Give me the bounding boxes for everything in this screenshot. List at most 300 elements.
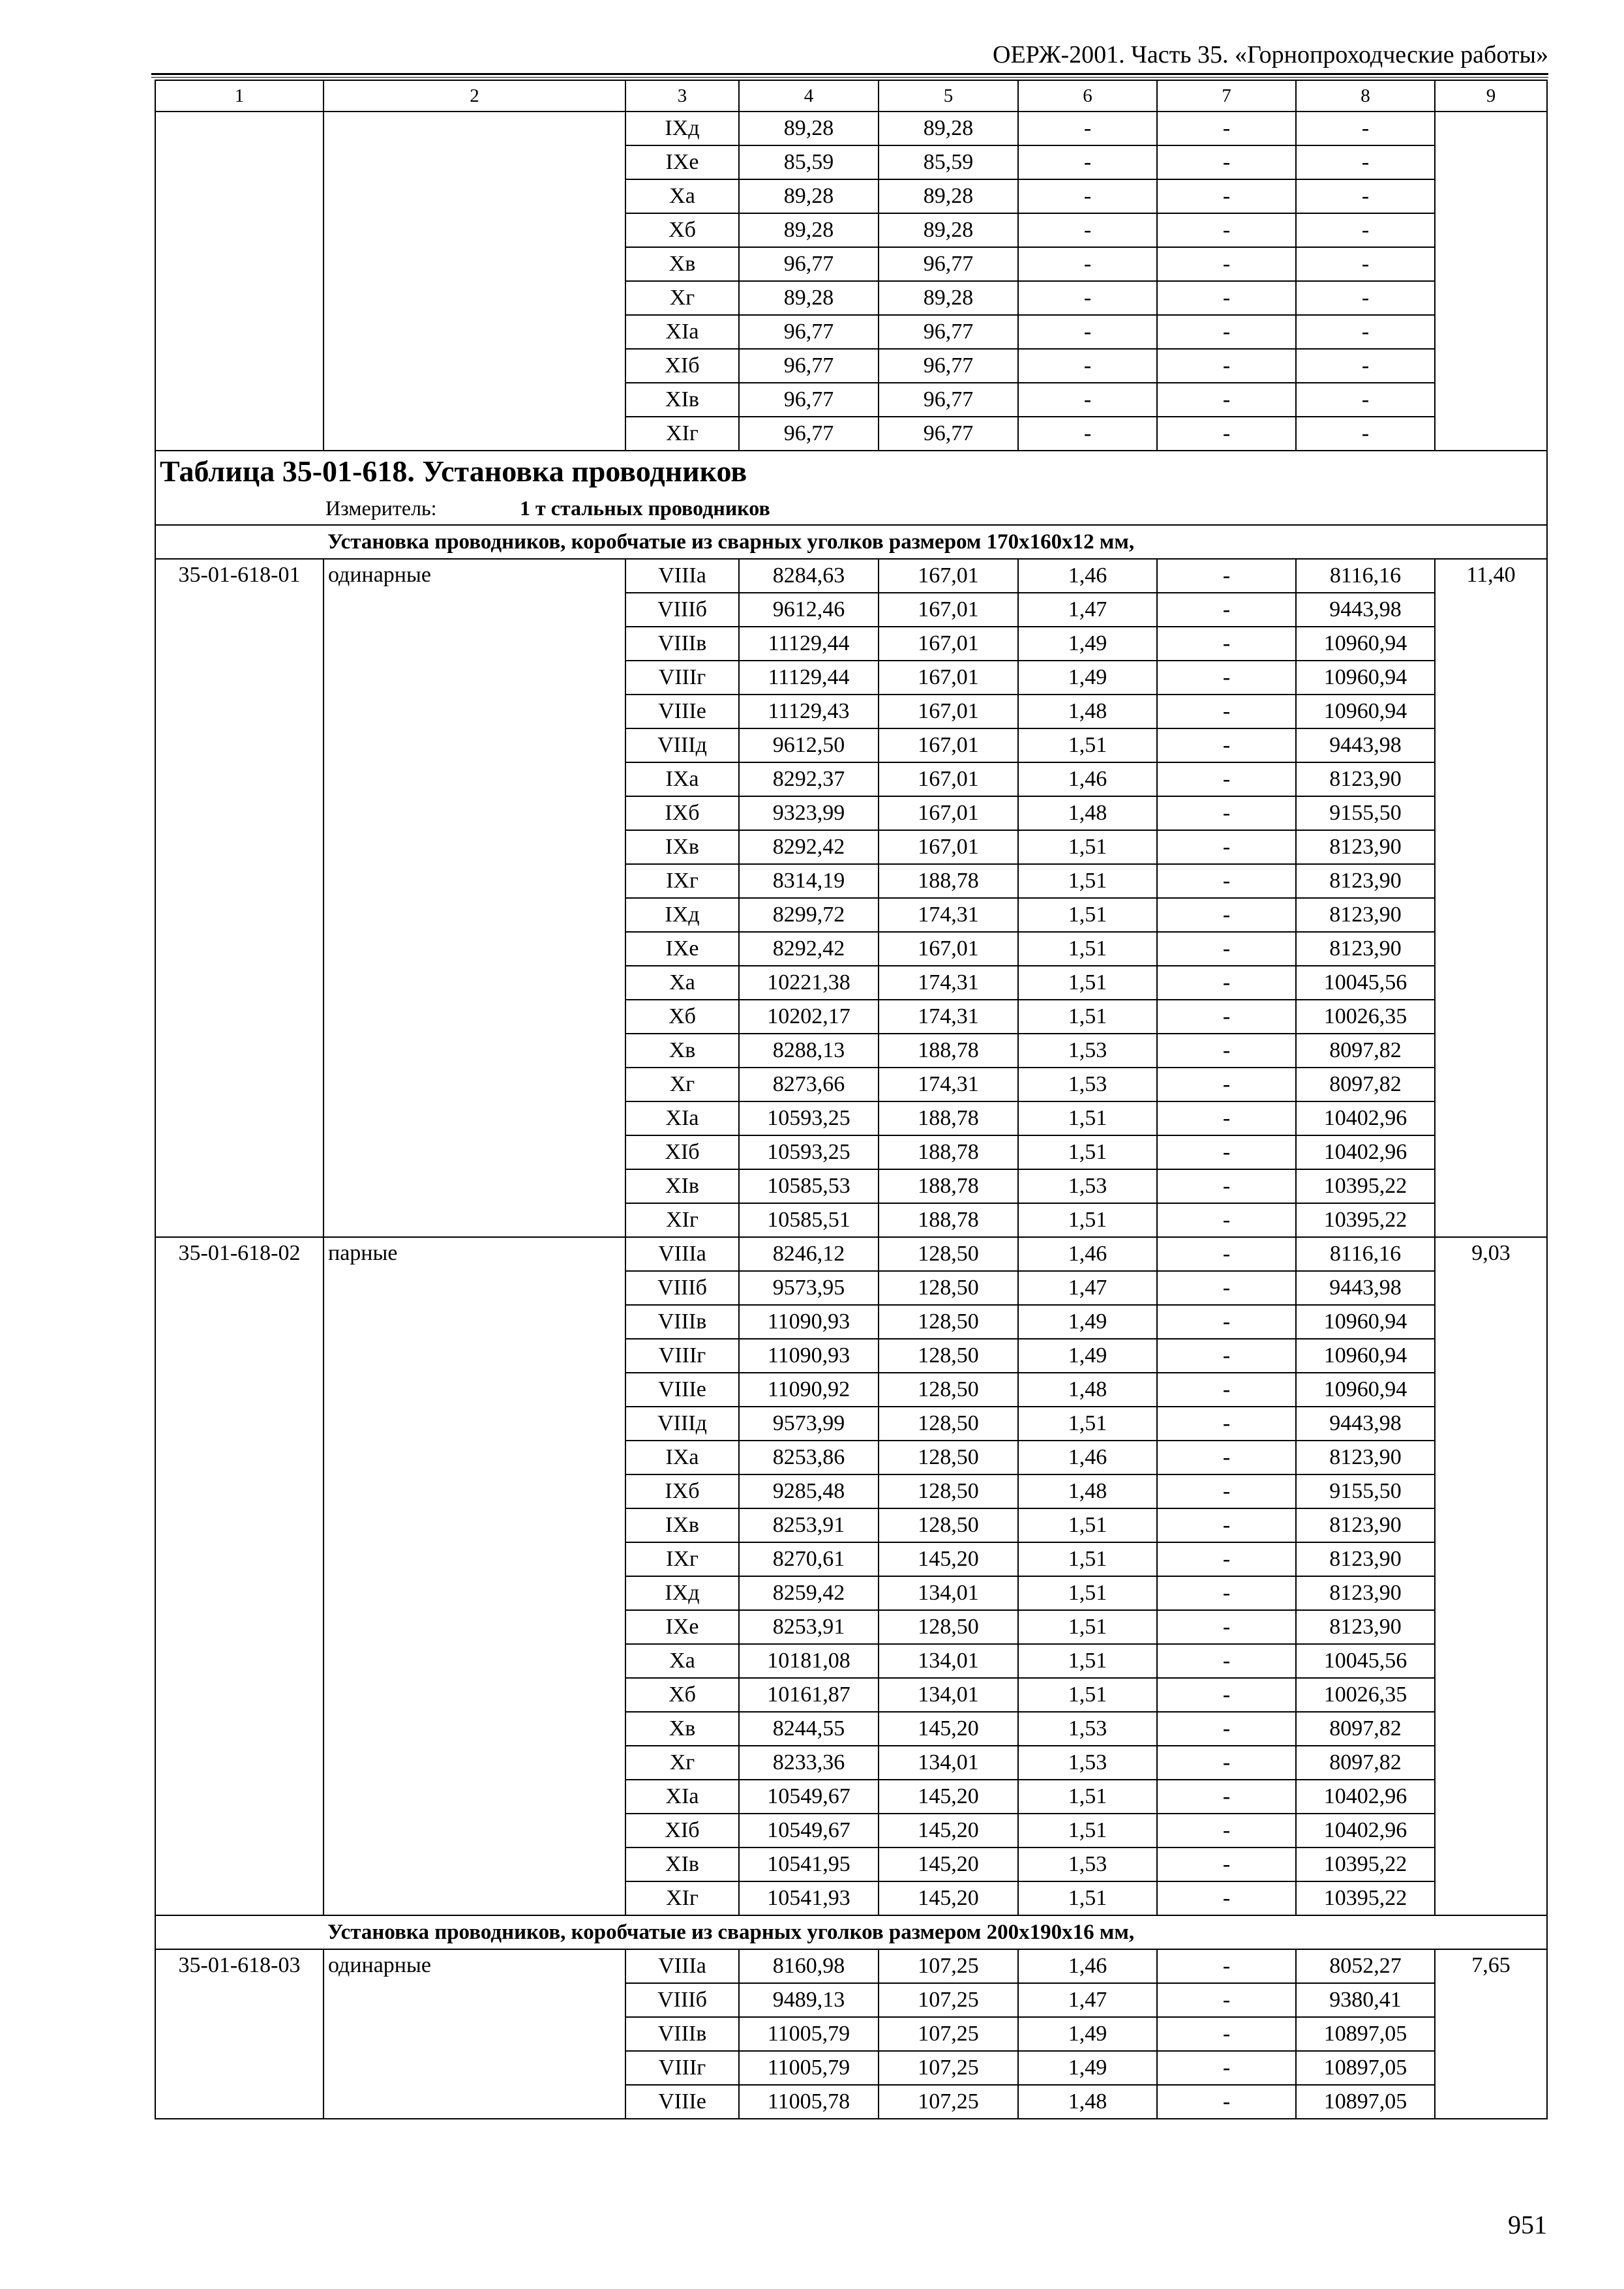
table-cell: VIIIа: [625, 559, 739, 593]
meter-cell: [155, 492, 1547, 525]
table-cell: -: [1157, 661, 1296, 695]
table-cell: 96,77: [879, 417, 1018, 451]
table-cell: -: [1157, 1034, 1296, 1068]
table-cell: 188,78: [879, 864, 1018, 898]
table-cell: 1,47: [1018, 593, 1157, 627]
table-cell: XIб: [625, 1135, 739, 1169]
table-cell: 1,51: [1018, 932, 1157, 966]
table-cell: VIIIа: [625, 1949, 739, 1983]
table-cell: 1,53: [1018, 1848, 1157, 1881]
table-cell: 10960,94: [1296, 1305, 1435, 1339]
table-cell: 11005,79: [739, 2051, 879, 2085]
table-cell: 1,51: [1018, 1101, 1157, 1135]
table-cell: 8123,90: [1296, 762, 1435, 796]
table-cell: -: [1296, 179, 1435, 213]
table-cell: -: [1157, 1068, 1296, 1101]
table-cell: 1,46: [1018, 559, 1157, 593]
meter-value: 1 т стальных проводников: [520, 496, 770, 520]
table-cell: 85,59: [879, 145, 1018, 179]
table-cell: 8259,42: [739, 1576, 879, 1610]
table-cell: 89,28: [879, 112, 1018, 145]
table-cell: 128,50: [879, 1610, 1018, 1644]
table-cell: 174,31: [879, 966, 1018, 1000]
item-name: парные: [323, 1237, 625, 1915]
table-cell: 1,53: [1018, 1746, 1157, 1780]
table-cell: -: [1018, 417, 1157, 451]
column-number: 8: [1296, 80, 1435, 112]
section-heading: Установка проводников, коробчатые из сварных уголков размером 170х160х12 мм,: [155, 525, 1547, 559]
table-cell: Xб: [625, 1000, 739, 1034]
table-cell: 96,77: [879, 383, 1018, 417]
table-cell: -: [1157, 796, 1296, 830]
table-cell: 8116,16: [1296, 1237, 1435, 1271]
table-cell: 9489,13: [739, 1983, 879, 2017]
table-cell: 134,01: [879, 1576, 1018, 1610]
table-cell: 1,51: [1018, 1576, 1157, 1610]
table-cell: Xг: [625, 1068, 739, 1101]
table-cell: 11005,79: [739, 2017, 879, 2051]
table-cell: 96,77: [739, 247, 879, 281]
table-cell: 10045,56: [1296, 966, 1435, 1000]
table-cell: 1,49: [1018, 1305, 1157, 1339]
table-cell: XIг: [625, 1203, 739, 1237]
table-cell: XIг: [625, 417, 739, 451]
table-cell: 8123,90: [1296, 1610, 1435, 1644]
table-cell: IXд: [625, 898, 739, 932]
table-cell: 10395,22: [1296, 1203, 1435, 1237]
table-cell: -: [1018, 112, 1157, 145]
table-cell: VIIIв: [625, 2017, 739, 2051]
table-cell: IXг: [625, 1542, 739, 1576]
table-cell: 1,49: [1018, 661, 1157, 695]
table-cell: 1,51: [1018, 966, 1157, 1000]
item-col9: 9,03: [1435, 1237, 1547, 1915]
table-cell: 128,50: [879, 1508, 1018, 1542]
table-cell: IXб: [625, 796, 739, 830]
column-number-row: [155, 80, 1547, 112]
continuation-row: [155, 112, 1547, 145]
table-cell: IXа: [625, 1441, 739, 1474]
table-cell: 145,20: [879, 1780, 1018, 1814]
table-cell: 1,53: [1018, 1034, 1157, 1068]
table-cell: 167,01: [879, 593, 1018, 627]
table-cell: -: [1018, 349, 1157, 383]
table-cell: 1,48: [1018, 1373, 1157, 1407]
table-cell: -: [1157, 281, 1296, 315]
column-number: 2: [323, 80, 625, 112]
item-code: 35-01-618-02: [155, 1237, 323, 1915]
table-cell: 10395,22: [1296, 1881, 1435, 1915]
table-cell: -: [1157, 1508, 1296, 1542]
table-cell: -: [1157, 1678, 1296, 1712]
item-name: одинарные: [323, 559, 625, 1237]
table-cell: -: [1296, 417, 1435, 451]
table-cell: 8123,90: [1296, 1441, 1435, 1474]
table-cell: IXа: [625, 762, 739, 796]
table-cell: 10045,56: [1296, 1644, 1435, 1678]
table-cell: -: [1157, 349, 1296, 383]
table-cell: -: [1157, 1441, 1296, 1474]
table-cell: 10960,94: [1296, 627, 1435, 661]
table-cell: 1,51: [1018, 728, 1157, 762]
table-cell: 145,20: [879, 1814, 1018, 1848]
table-cell: IXв: [625, 1508, 739, 1542]
table-cell: 10960,94: [1296, 1339, 1435, 1373]
table-cell: 1,51: [1018, 1508, 1157, 1542]
table-cell: VIIIе: [625, 1373, 739, 1407]
table-cell: -: [1157, 383, 1296, 417]
table-cell: VIIIб: [625, 1983, 739, 2017]
table-cell: 128,50: [879, 1441, 1018, 1474]
table-cell: 10026,35: [1296, 1678, 1435, 1712]
column-number: 5: [879, 80, 1018, 112]
table-cell: 1,51: [1018, 864, 1157, 898]
table-cell: 174,31: [879, 898, 1018, 932]
table-cell: 10402,96: [1296, 1780, 1435, 1814]
table-cell: VIIIг: [625, 2051, 739, 2085]
table-cell: 188,78: [879, 1203, 1018, 1237]
table-cell: -: [1157, 2085, 1296, 2119]
table-cell: -: [1157, 593, 1296, 627]
table-cell: Xа: [625, 966, 739, 1000]
table-cell: 10585,51: [739, 1203, 879, 1237]
item-col9: 7,65: [1435, 1949, 1547, 2119]
table-cell: 10541,95: [739, 1848, 879, 1881]
table-cell: IXе: [625, 932, 739, 966]
table-cell: 8123,90: [1296, 830, 1435, 864]
table-cell: 1,51: [1018, 1542, 1157, 1576]
table-cell: -: [1157, 1237, 1296, 1271]
table-cell: Xб: [625, 1678, 739, 1712]
table-cell: 134,01: [879, 1678, 1018, 1712]
table-cell: 10541,93: [739, 1881, 879, 1915]
table-cell: IXе: [625, 145, 739, 179]
table-cell: 8123,90: [1296, 1508, 1435, 1542]
table-cell: -: [1296, 349, 1435, 383]
table-cell: 167,01: [879, 830, 1018, 864]
table-cell: 8052,27: [1296, 1949, 1435, 1983]
table-cell: Xг: [625, 1746, 739, 1780]
table-cell: 1,51: [1018, 1780, 1157, 1814]
table-cell: 167,01: [879, 661, 1018, 695]
table-cell: 10897,05: [1296, 2051, 1435, 2085]
table-cell: 1,49: [1018, 2017, 1157, 2051]
column-number: 7: [1157, 80, 1296, 112]
table-cell: -: [1018, 281, 1157, 315]
table-cell: 1,46: [1018, 1237, 1157, 1271]
table-cell: 10395,22: [1296, 1169, 1435, 1203]
table-cell: 128,50: [879, 1373, 1018, 1407]
table-cell: -: [1157, 179, 1296, 213]
table-cell: 8284,63: [739, 559, 879, 593]
table-cell: -: [1157, 966, 1296, 1000]
table-cell: 1,48: [1018, 2085, 1157, 2119]
table-cell: 9285,48: [739, 1474, 879, 1508]
table-title-row: [155, 451, 1547, 492]
table-cell: Xб: [625, 213, 739, 247]
table-cell: 8123,90: [1296, 898, 1435, 932]
table-cell: 128,50: [879, 1305, 1018, 1339]
table-cell: -: [1157, 1848, 1296, 1881]
table-cell: 134,01: [879, 1644, 1018, 1678]
table-cell: 1,48: [1018, 695, 1157, 728]
table-cell: IXд: [625, 112, 739, 145]
table-cell: 1,46: [1018, 762, 1157, 796]
table-cell: 8292,42: [739, 932, 879, 966]
running-header: ОЕРЖ-2001. Часть 35. «Горнопроходческие работы»: [993, 41, 1548, 68]
table-cell: -: [1296, 145, 1435, 179]
table-cell: 1,49: [1018, 627, 1157, 661]
table-cell: -: [1018, 383, 1157, 417]
table-cell: -: [1157, 1101, 1296, 1135]
table-cell: IXд: [625, 1576, 739, 1610]
table-cell: 128,50: [879, 1271, 1018, 1305]
table-cell: 10202,17: [739, 1000, 879, 1034]
table-cell: 11129,43: [739, 695, 879, 728]
column-number: 3: [625, 80, 739, 112]
table-row: [155, 1949, 1547, 1983]
table-cell: 9443,98: [1296, 728, 1435, 762]
table-cell: 1,51: [1018, 1203, 1157, 1237]
table-cell: -: [1018, 213, 1157, 247]
table-cell: 10897,05: [1296, 2085, 1435, 2119]
table-cell: -: [1157, 627, 1296, 661]
item-code: 35-01-618-01: [155, 559, 323, 1237]
item-col9: 11,40: [1435, 559, 1547, 1237]
table-cell: VIIIе: [625, 2085, 739, 2119]
table-cell: 96,77: [879, 315, 1018, 349]
table-cell: 174,31: [879, 1000, 1018, 1034]
table-cell: 10402,96: [1296, 1814, 1435, 1848]
table-cell: -: [1157, 1542, 1296, 1576]
table-cell: 145,20: [879, 1712, 1018, 1746]
table-cell: 11090,93: [739, 1339, 879, 1373]
table-cell: 8160,98: [739, 1949, 879, 1983]
table-cell: XIб: [625, 1814, 739, 1848]
table-cell: XIв: [625, 1169, 739, 1203]
empty-cell: [323, 112, 625, 451]
table-cell: -: [1157, 898, 1296, 932]
table-cell: -: [1157, 1949, 1296, 1983]
table-cell: -: [1157, 112, 1296, 145]
section-heading-row: [155, 525, 1547, 559]
table-cell: 174,31: [879, 1068, 1018, 1101]
table-cell: -: [1157, 932, 1296, 966]
table-cell: VIIIв: [625, 627, 739, 661]
table-cell: 128,50: [879, 1339, 1018, 1373]
table-cell: -: [1296, 247, 1435, 281]
column-number: 4: [739, 80, 879, 112]
table-cell: 145,20: [879, 1848, 1018, 1881]
table-cell: -: [1018, 179, 1157, 213]
table-cell: 10026,35: [1296, 1000, 1435, 1034]
table-cell: 11129,44: [739, 661, 879, 695]
table-cell: 10549,67: [739, 1814, 879, 1848]
table-cell: IXг: [625, 864, 739, 898]
table-row: [155, 559, 1547, 593]
table-cell: -: [1157, 1305, 1296, 1339]
empty-cell: [155, 112, 323, 451]
column-number: 1: [155, 80, 323, 112]
table-cell: 11129,44: [739, 627, 879, 661]
table-cell: 8292,42: [739, 830, 879, 864]
table-cell: VIIIб: [625, 1271, 739, 1305]
table-cell: 9612,50: [739, 728, 879, 762]
table-cell: 1,51: [1018, 1678, 1157, 1712]
table-cell: 9323,99: [739, 796, 879, 830]
table-cell: 107,25: [879, 1949, 1018, 1983]
table-cell: 145,20: [879, 1542, 1018, 1576]
page-number: 951: [1508, 2210, 1547, 2239]
table-cell: 8246,12: [739, 1237, 879, 1271]
table-cell: 1,51: [1018, 898, 1157, 932]
table-cell: 10585,53: [739, 1169, 879, 1203]
table-cell: -: [1157, 417, 1296, 451]
table-cell: XIа: [625, 1780, 739, 1814]
column-number: 9: [1435, 80, 1547, 112]
column-number: 6: [1018, 80, 1157, 112]
table-cell: 8314,19: [739, 864, 879, 898]
table-cell: -: [1157, 1271, 1296, 1305]
table-cell: 8288,13: [739, 1034, 879, 1068]
table-cell: 11090,92: [739, 1373, 879, 1407]
table-cell: 10549,67: [739, 1780, 879, 1814]
table-cell: 89,28: [879, 179, 1018, 213]
table-cell: -: [1296, 213, 1435, 247]
table-cell: -: [1018, 145, 1157, 179]
table-cell: -: [1157, 213, 1296, 247]
table-cell: 10181,08: [739, 1644, 879, 1678]
table-cell: 128,50: [879, 1237, 1018, 1271]
table-cell: 89,28: [739, 281, 879, 315]
table-cell: XIв: [625, 1848, 739, 1881]
table-cell: -: [1157, 1814, 1296, 1848]
table-cell: -: [1296, 281, 1435, 315]
table-cell: -: [1157, 1780, 1296, 1814]
table-cell: -: [1296, 112, 1435, 145]
table-cell: -: [1157, 315, 1296, 349]
table-cell: 8253,91: [739, 1508, 879, 1542]
table-cell: Xа: [625, 179, 739, 213]
table-cell: 89,28: [739, 213, 879, 247]
table-cell: 145,20: [879, 1881, 1018, 1915]
table-cell: IXв: [625, 830, 739, 864]
table-cell: -: [1157, 2017, 1296, 2051]
table-cell: 10402,96: [1296, 1135, 1435, 1169]
table-cell: 10593,25: [739, 1101, 879, 1135]
table-cell: 8253,91: [739, 1610, 879, 1644]
table-cell: 8292,37: [739, 762, 879, 796]
table-cell: -: [1157, 1135, 1296, 1169]
table-cell: 1,53: [1018, 1068, 1157, 1101]
table-cell: -: [1157, 1983, 1296, 2017]
table-cell: 9380,41: [1296, 1983, 1435, 2017]
table-cell: 188,78: [879, 1034, 1018, 1068]
table-cell: 1,49: [1018, 1339, 1157, 1373]
table-row: [155, 1237, 1547, 1271]
table-cell: 10402,96: [1296, 1101, 1435, 1135]
table-cell: 8097,82: [1296, 1712, 1435, 1746]
table-cell: 1,46: [1018, 1441, 1157, 1474]
item-name: одинарные: [323, 1949, 625, 2119]
table-cell: 89,28: [879, 281, 1018, 315]
table-cell: 8299,72: [739, 898, 879, 932]
table-cell: 96,77: [739, 383, 879, 417]
table-cell: 167,01: [879, 728, 1018, 762]
table-cell: XIб: [625, 349, 739, 383]
table-cell: 188,78: [879, 1169, 1018, 1203]
table-cell: XIв: [625, 383, 739, 417]
table-cell: 96,77: [879, 247, 1018, 281]
table-cell: -: [1157, 864, 1296, 898]
table-cell: -: [1157, 1746, 1296, 1780]
table-cell: Xа: [625, 1644, 739, 1678]
table-cell: -: [1296, 383, 1435, 417]
table-cell: 8097,82: [1296, 1746, 1435, 1780]
table-cell: 96,77: [739, 315, 879, 349]
table-title: Таблица 35-01-618. Установка проводников: [155, 451, 1547, 492]
table-cell: 9573,99: [739, 1407, 879, 1441]
table-cell: 8116,16: [1296, 559, 1435, 593]
table-cell: 89,28: [739, 179, 879, 213]
table-cell: 96,77: [879, 349, 1018, 383]
table-cell: -: [1157, 1169, 1296, 1203]
table-cell: 1,53: [1018, 1169, 1157, 1203]
table-cell: 107,25: [879, 2017, 1018, 2051]
table-cell: -: [1157, 695, 1296, 728]
table-cell: 10960,94: [1296, 661, 1435, 695]
table-cell: 10395,22: [1296, 1848, 1435, 1881]
table-cell: 134,01: [879, 1746, 1018, 1780]
table-cell: VIIIг: [625, 661, 739, 695]
table-cell: -: [1157, 1407, 1296, 1441]
table-cell: 9612,46: [739, 593, 879, 627]
table-cell: 89,28: [879, 213, 1018, 247]
table-cell: 1,47: [1018, 1271, 1157, 1305]
table-cell: VIIIб: [625, 593, 739, 627]
table-cell: 96,77: [739, 349, 879, 383]
table-cell: 1,48: [1018, 1474, 1157, 1508]
table-cell: Xв: [625, 1034, 739, 1068]
table-cell: VIIIг: [625, 1339, 739, 1373]
table-cell: 9443,98: [1296, 593, 1435, 627]
table-cell: 8270,61: [739, 1542, 879, 1576]
table-cell: 128,50: [879, 1474, 1018, 1508]
table-cell: 167,01: [879, 932, 1018, 966]
table-cell: 1,51: [1018, 1135, 1157, 1169]
header-rule: [151, 73, 1548, 75]
table-cell: 1,46: [1018, 1949, 1157, 1983]
table-cell: 107,25: [879, 2085, 1018, 2119]
table-cell: -: [1157, 1712, 1296, 1746]
table-cell: VIIIа: [625, 1237, 739, 1271]
table-cell: 8097,82: [1296, 1034, 1435, 1068]
table-cell: 9573,95: [739, 1271, 879, 1305]
table-cell: -: [1157, 247, 1296, 281]
empty-cell: [1435, 112, 1547, 451]
table-cell: -: [1157, 762, 1296, 796]
table-cell: 1,51: [1018, 1644, 1157, 1678]
table-cell: 1,51: [1018, 1000, 1157, 1034]
table-cell: 10960,94: [1296, 695, 1435, 728]
table-cell: -: [1018, 315, 1157, 349]
table-cell: -: [1157, 1339, 1296, 1373]
table-cell: -: [1157, 1203, 1296, 1237]
table-cell: -: [1157, 830, 1296, 864]
table-cell: VIIIд: [625, 1407, 739, 1441]
table-cell: 1,53: [1018, 1712, 1157, 1746]
table-cell: 167,01: [879, 559, 1018, 593]
